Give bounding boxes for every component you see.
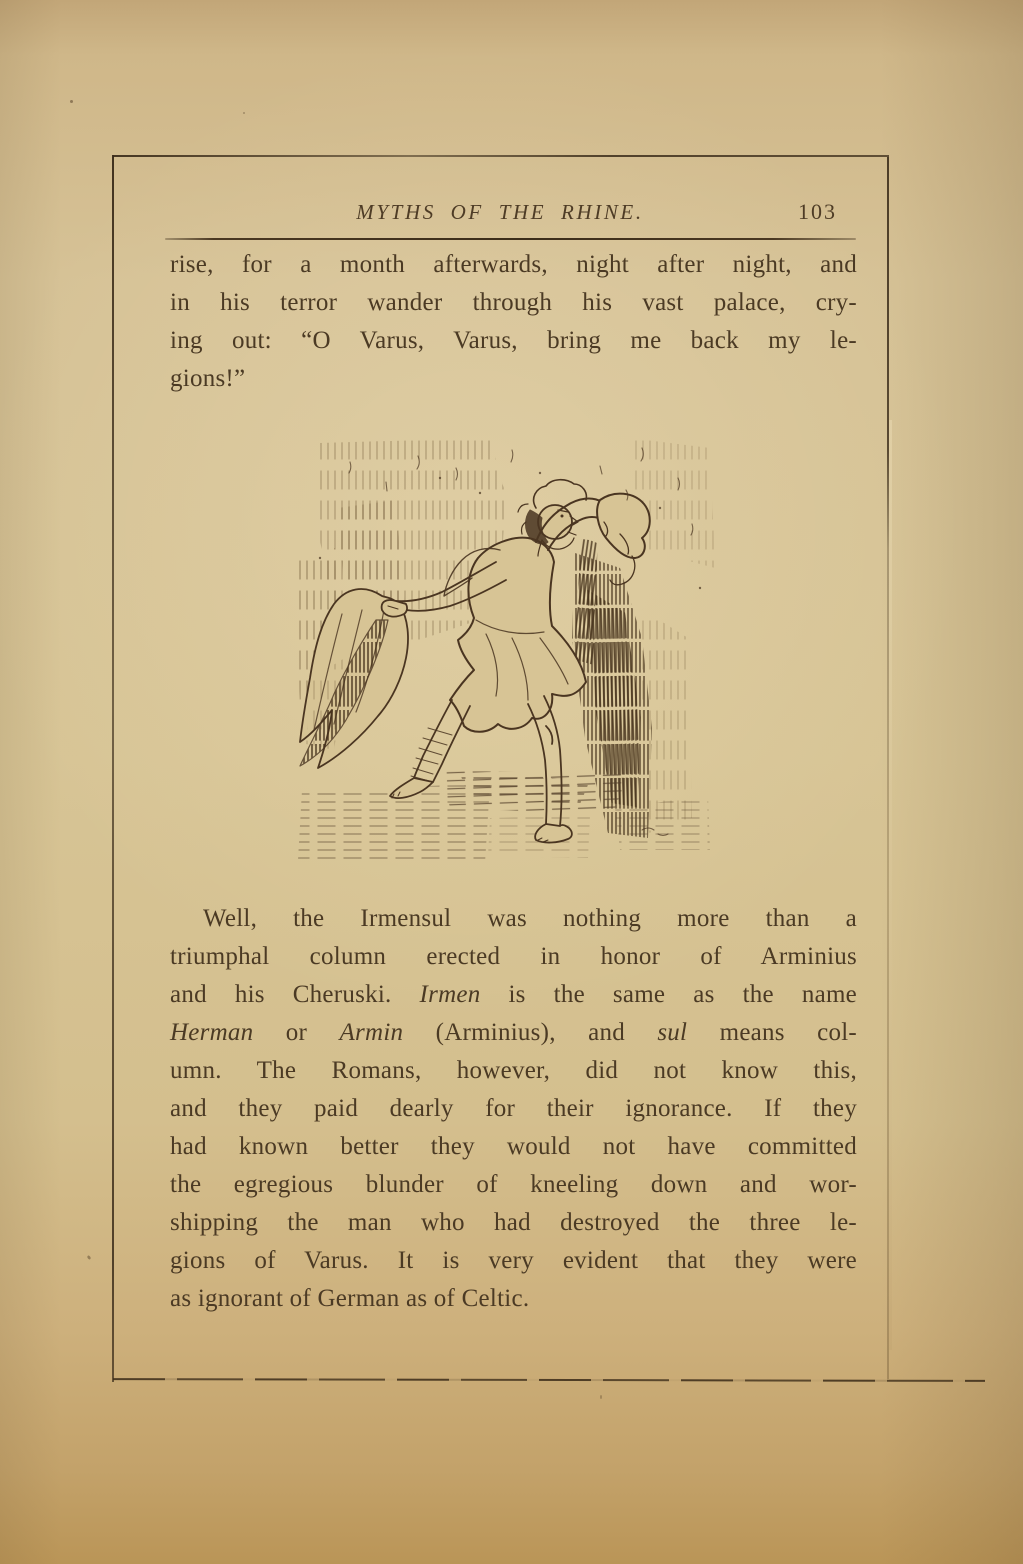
text-line: gions of Varus. It is very evident that they were [170,1247,857,1274]
italic-term: sul [657,1019,688,1046]
scan-speck [600,1395,602,1399]
text-line: in his terror wander through his vast palace, cry- [170,289,857,316]
text-line: had known better they would not have committed [170,1133,857,1160]
paragraph-continuation [170,246,857,398]
fleeing-man-engraving [290,438,720,868]
page-border-top [113,155,889,157]
scan-speck [87,1255,92,1260]
text-line: the egregious blunder of kneeling down and wor- [170,1171,857,1198]
text-line: rise, for a month afterwards, night after night, and [170,251,857,278]
text-line: and they paid dearly for their ignorance. If they [170,1095,857,1122]
text-segment: and his Cheruski. [170,981,420,1008]
text-line: shipping the man who had destroyed the three le- [170,1209,857,1236]
text-line: gions!” [170,365,246,392]
page-number: 103 [798,199,837,224]
text-segment: is the same as the name [480,981,858,1008]
text-segment: means col- [687,1019,857,1046]
running-title: MYTHS OF THE RHINE. [356,200,644,224]
text-segment: (Arminius), and [403,1019,658,1046]
italic-term: Armin [339,1019,404,1046]
text-line: as ignorant of German as of Celtic. [170,1285,530,1312]
header-rule [165,238,856,240]
text-line: ing out: “O Varus, Varus, bring me back my le- [170,327,857,354]
text-segment: or [253,1019,340,1046]
text-line: umn. The Romans, however, did not know this, [170,1057,857,1084]
text-line [170,976,857,1014]
paragraph-main [170,900,857,1318]
page-border-left [112,155,114,1382]
scan-speck [243,112,245,114]
scan-speck [70,100,73,103]
floppy-hat [597,494,650,558]
text-line [170,1014,857,1052]
page-border-bottom [113,1378,985,1382]
text-line: triumphal column erected in honor of Arminius [170,943,857,970]
running-head [170,197,857,227]
text-line: Well, the Irmensul was nothing more than a [203,905,857,932]
italic-term: Herman [170,1019,254,1046]
forward-foot [535,824,572,843]
italic-term: Irmen [419,981,481,1008]
page-edge-shadow [889,420,892,1350]
